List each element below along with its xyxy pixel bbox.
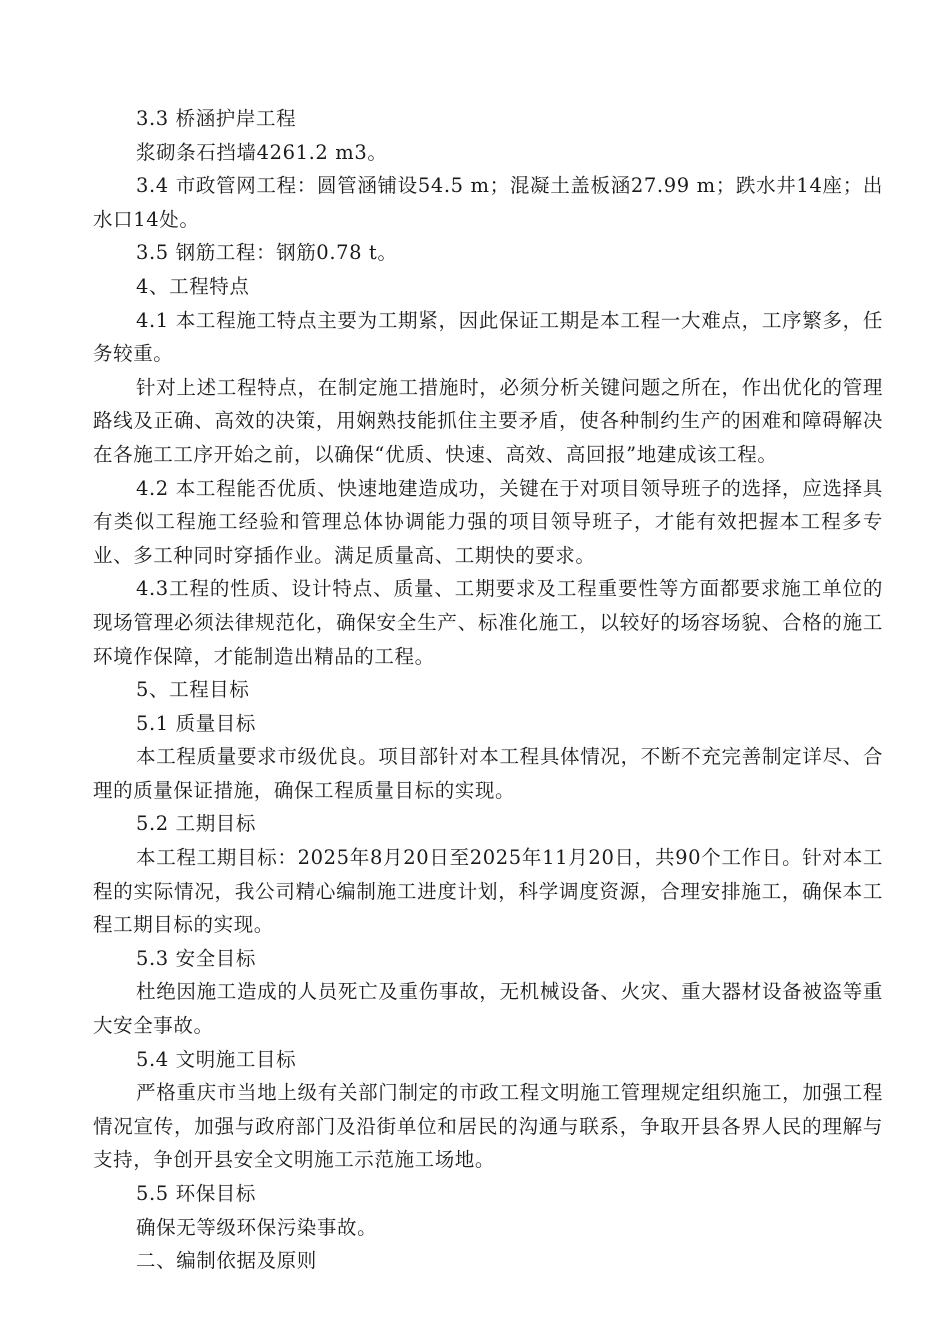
paragraph-4-1: 4.1 本工程施工特点主要为工期紧，因此保证工期是本工程一大难点，工序繁多，任务较重。 [93,308,883,366]
paragraph-4-3: 4.3工程的性质、设计特点、质量、工期要求及工程重要性等方面都要求施工单位的现场管理必须法律规范化，确保安全生产、标准化施工，以较好的场容场貌、合格的施工环境作保障，才能制造出精品的工程。 [93,577,883,668]
heading-5-2: 5.2 工期目标 [136,812,257,836]
paragraph: 本工程质量要求市级优良。项目部针对本工程具体情况，不断不充完善制定详尽、合理的质量保证措施，确保工程质量目标的实现。 [93,745,883,802]
paragraph: 针对上述工程特点，在制定施工措施时，必须分析关键问题之所在，作出优化的管理路线及正确、高效的决策，用娴熟技能抓住主要矛盾，使各种制约生产的困难和障碍解决在各施工工序开始之前，以确保“优质、快速、高效、高回报”地建成该工程。 [93,375,883,466]
document-body [93,102,883,1278]
heading-3-5: 3.5 钢筋工程：钢筋0.78 t。 [136,241,398,265]
heading-5-3: 5.3 安全目标 [136,946,257,970]
chapter-heading-2: 二、编制依据及原则 [136,1249,317,1273]
heading-5-5: 5.5 环保目标 [136,1182,257,1205]
heading-3-3: 3.3 桥涵护岸工程 [136,107,297,130]
section-heading-4: 4、工程特点 [136,274,250,298]
paragraph: 杜绝因施工造成的人员死亡及重伤事故，无机械设备、火灾、重大器材设备被盗等重大安全事故。 [93,980,883,1038]
paragraph: 本工程工期目标：2025年8月20日至2025年11月20日，共90个工作日。针对本工程的实际情况，我公司精心编制施工进度计划，科学调度资源，合理安排施工，确保本工程工期目标的实现。 [93,846,883,937]
heading-5-4: 5.4 文明施工目标 [136,1047,297,1071]
paragraph: 浆砌条石挡墙4261.2 m3。 [136,140,388,164]
paragraph: 确保无等级环保污染事故。 [136,1215,378,1239]
paragraph-4-2: 4.2 本工程能否优质、快速地建造成功，关键在于对项目领导班子的选择，应选择具有类似工程施工经验和管理总体协调能力强的项目领导班子，才能有效把握本工程多专业、多工种同时穿插作业。满足质量高、工期快的要求。 [93,476,883,567]
heading-3-4: 3.4 市政管网工程：圆管涵铺设54.5 m；混凝土盖板涵27.99 m；跌水井14座；出水口14处。 [93,174,883,231]
heading-5-1: 5.1 质量目标 [136,711,257,735]
section-heading-5: 5、工程目标 [136,678,250,702]
paragraph: 严格重庆市当地上级有关部门制定的市政工程文明施工管理规定组织施工，加强工程情况宣传，加强与政府部门及沿街单位和居民的沟通与联系，争取开县各界人民的理解与支持，争创开县安全文明施工示范施工场地。 [93,1081,883,1172]
